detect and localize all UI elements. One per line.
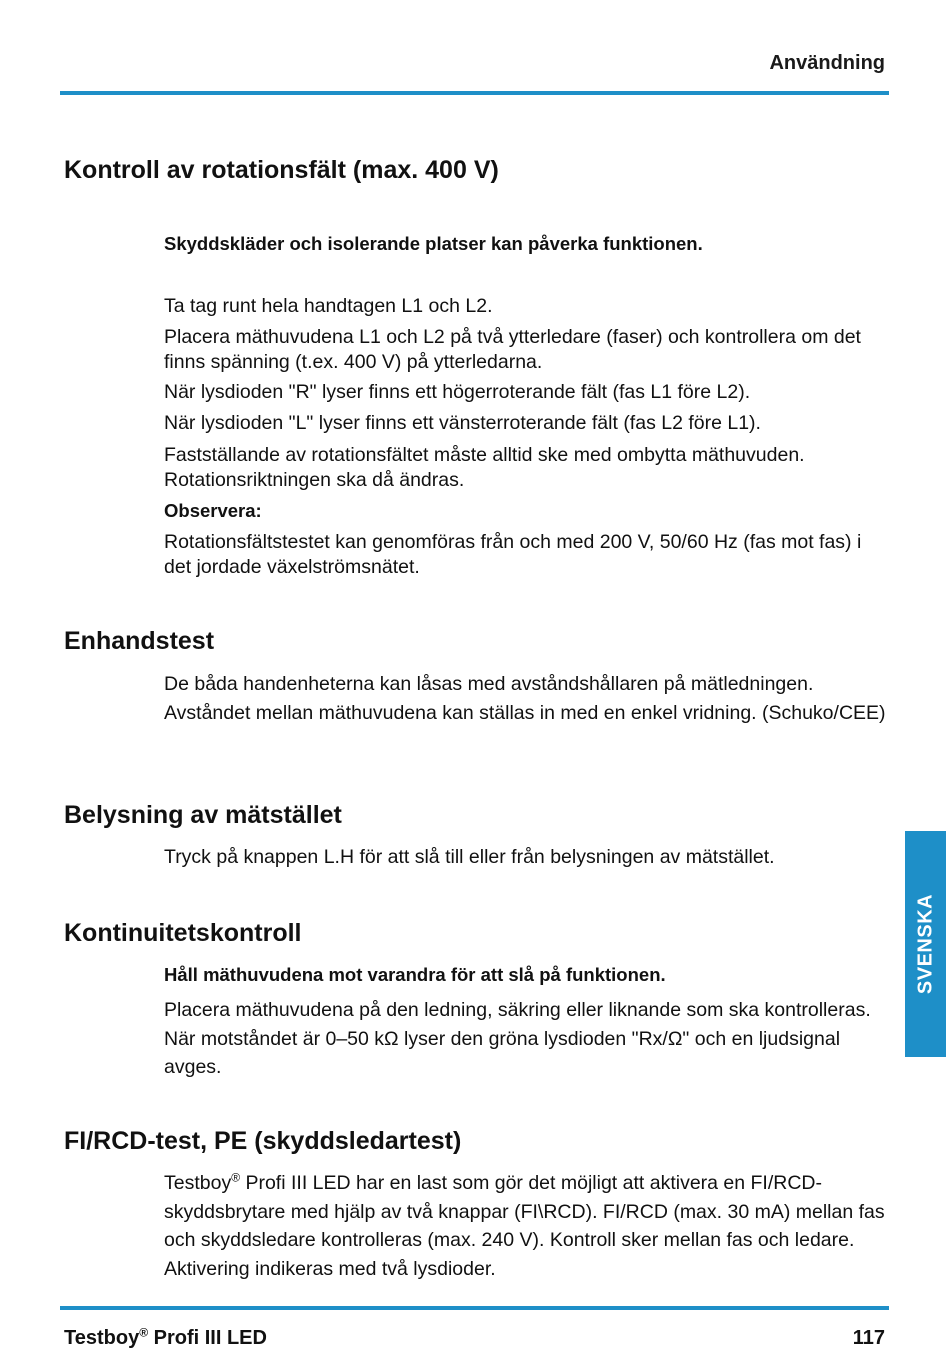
page-number: 117 — [852, 1327, 885, 1349]
single-hand-text: De båda handenheterna kan låsas med avståndshållaren på mätledningen. Avståndet mellan mäthuvudena kan ställas in med en enkel vridning. (Schuko/CEE) — [164, 673, 886, 724]
continuity-text: Placera mäthuvudena på den ledning, säkring eller liknande som ska kontrolleras. När motståndet är 0–50 kΩ lyser den gröna lysdioden "Rx/Ω" och en ljudsignal avges. — [164, 999, 871, 1078]
rotation-step-1: Ta tag runt hela handtagen L1 och L2. — [164, 295, 493, 317]
rotation-step-4: När lysdioden "L" lyser finns ett vänsterroterande fält (fas L2 före L1). — [164, 412, 761, 434]
rcd-brand: Testboy — [164, 1172, 232, 1194]
header-section-label: Användning — [769, 52, 885, 74]
header-rule — [60, 91, 889, 95]
language-tab — [905, 831, 946, 1057]
heading-rcd-test: FI/RCD-test, PE (skyddsledartest) — [64, 1127, 462, 1155]
rotation-step-2: Placera mäthuvudena L1 och L2 på två ytterledare (faser) och kontrollera om det finns spänning (t.ex. 400 V) på ytterledarna. — [164, 326, 861, 373]
heading-lighting: Belysning av mätstället — [64, 801, 342, 829]
rotation-step-3: När lysdioden "R" lyser finns ett högerroterande fält (fas L1 före L2). — [164, 381, 751, 403]
footer-brand: Testboy — [64, 1327, 140, 1349]
rcd-body: Profi III LED har en last som gör det möjligt att aktivera en FI/RCD-skyddsbrytare med hjälp av två knappar (FI\RCD). FI/RCD (max. 30 mA) mellan fas och skyddsledare kontrolleras (max. 240 V). Kontroll sker mellan fas och ledare. Aktivering indikeras med två lysdioder. — [164, 1172, 885, 1280]
heading-continuity: Kontinuitetskontroll — [64, 919, 302, 947]
rcd-registered-mark: ® — [231, 1170, 241, 1185]
lighting-text: Tryck på knappen L.H för att slå till eller från belysningen av mätstället. — [164, 846, 775, 868]
footer-registered-mark: ® — [139, 1325, 149, 1340]
rotation-step-5: Fastställande av rotationsfältet måste alltid ske med ombytta mäthuvuden. Rotationsriktningen ska då ändras. — [164, 444, 805, 491]
rotation-note-label: Observera: — [164, 500, 262, 521]
footer-product: Profi III LED — [148, 1327, 267, 1349]
rcd-text — [164, 1169, 886, 1283]
rotation-warning: Skyddskläder och isolerande platser kan påverka funktionen. — [164, 233, 703, 254]
language-tab-label: SVENSKA — [914, 893, 936, 995]
rotation-note: Rotationsfältstestet kan genomföras från och med 200 V, 50/60 Hz (fas mot fas) i det jordade växelströmsnätet. — [164, 531, 862, 578]
heading-rotation-field: Kontroll av rotationsfält (max. 400 V) — [64, 156, 499, 184]
continuity-warning: Håll mäthuvudena mot varandra för att slå på funktionen. — [164, 964, 666, 985]
footer-rule — [60, 1306, 889, 1310]
heading-single-hand-test: Enhandstest — [64, 627, 215, 655]
footer-product-name — [64, 1327, 267, 1350]
